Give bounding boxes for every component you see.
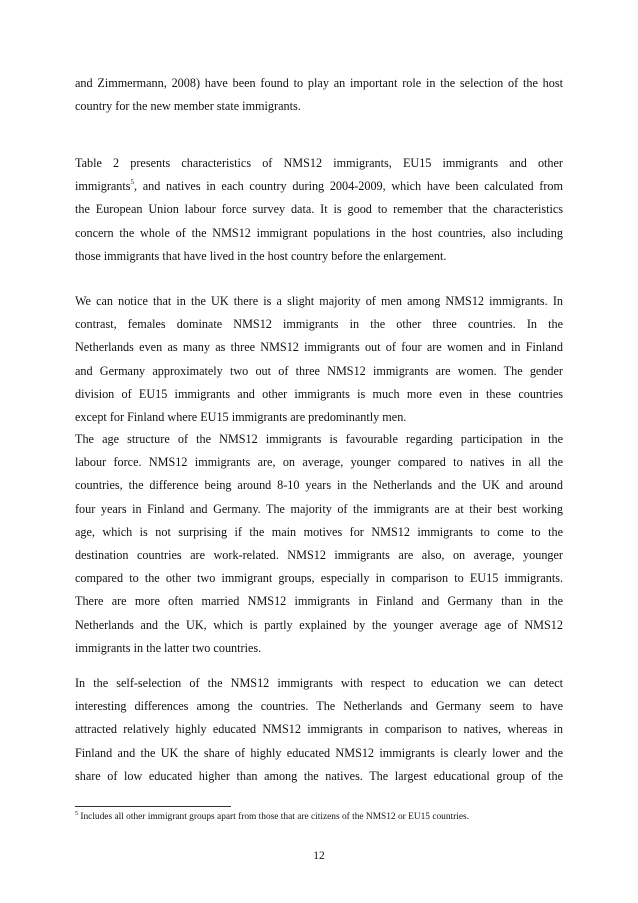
- text-line: attracted relatively highly educated NMS12 immigrants in comparison to natives, whereas in: [75, 722, 563, 737]
- text-line: There are more often married NMS12 immigrants in Finland and Germany than in the: [75, 594, 563, 609]
- footnote-reference: 5: [130, 178, 135, 187]
- paragraph-4: [75, 428, 563, 660]
- footnote-divider: [75, 806, 231, 807]
- text-line: countries, the difference being around 8-10 years in the Netherlands and the UK and around: [75, 478, 563, 493]
- text-line: Netherlands even as many as three NMS12 immigrants out of four are women and in Finland: [75, 340, 563, 355]
- text-line: We can notice that in the UK there is a slight majority of men among NMS12 immigrants. In: [75, 294, 563, 308]
- text-line: Table 2 presents characteristics of NMS12 immigrants, EU15 immigrants and other: [75, 156, 563, 170]
- paragraph-1: [75, 72, 563, 118]
- text-fragment: , and natives in each country during 2004-2009, which have been calculated from: [134, 179, 563, 194]
- footnote-number: 5: [75, 810, 78, 817]
- text-line: Finland and the UK the share of highly educated NMS12 immigrants is clearly lower and the: [75, 745, 563, 760]
- paragraph-5: [75, 672, 563, 788]
- text-line: contrast, females dominate NMS12 immigrants in the other three countries. In the: [75, 317, 563, 332]
- text-line: and Germany approximately two out of three NMS12 immigrants are women. The gender: [75, 363, 563, 378]
- text-line: country for the new member state immigrants.: [75, 99, 301, 114]
- text-line: except for Finland where EU15 immigrants are predominantly men.: [75, 410, 407, 425]
- text-line: labour force. NMS12 immigrants are, on average, younger compared to natives in all the: [75, 455, 563, 470]
- text-line: and Zimmermann, 2008) have been found to play an important role in the selection of the host: [75, 76, 563, 90]
- text-line: share of low educated higher than among the natives. The largest educational group of the: [75, 768, 563, 783]
- text-line: compared to the other two immigrant groups, especially in comparison to EU15 immigrants.: [75, 571, 563, 586]
- text-line: The age structure of the NMS12 immigrants is favourable regarding participation in the: [75, 432, 563, 446]
- text-line: immigrants in the latter two countries.: [75, 640, 262, 655]
- text-line: Netherlands and the UK, which is partly explained by the younger average age of NMS12: [75, 617, 563, 632]
- paragraph-3: [75, 290, 563, 429]
- footnote-text: Includes all other immigrant groups apart from those that are citizens of the NMS12 or EU15 countries.: [78, 812, 470, 822]
- text-line: concern the whole of the NMS12 immigrant populations in the host countries, also including: [75, 225, 563, 240]
- text-line: those immigrants that have lived in the host country before the enlargement.: [75, 248, 447, 263]
- text-line: four years in Finland and Germany. The majority of the immigrants are at their best working: [75, 501, 563, 516]
- text-line: destination countries are work-related. NMS12 immigrants are also, on average, younger: [75, 548, 563, 563]
- text-line: division of EU15 immigrants and other immigrants is much more even in these countries: [75, 386, 563, 401]
- paragraph-2: [75, 152, 563, 268]
- text-line: In the self-selection of the NMS12 immigrants with respect to education we can detect: [75, 676, 563, 690]
- text-line: interesting differences among the countries. The Netherlands and Germany seem to have: [75, 699, 563, 714]
- page-number: 12: [313, 850, 325, 862]
- text-line-with-footnote: [75, 175, 563, 198]
- text-line: age, which is not surprising if the main motives for NMS12 immigrants to come to the: [75, 524, 563, 539]
- text-line: the European Union labour force survey data. It is good to remember that the characteristics: [75, 202, 563, 217]
- text-fragment: immigrants: [75, 179, 131, 194]
- footnote: [75, 812, 469, 822]
